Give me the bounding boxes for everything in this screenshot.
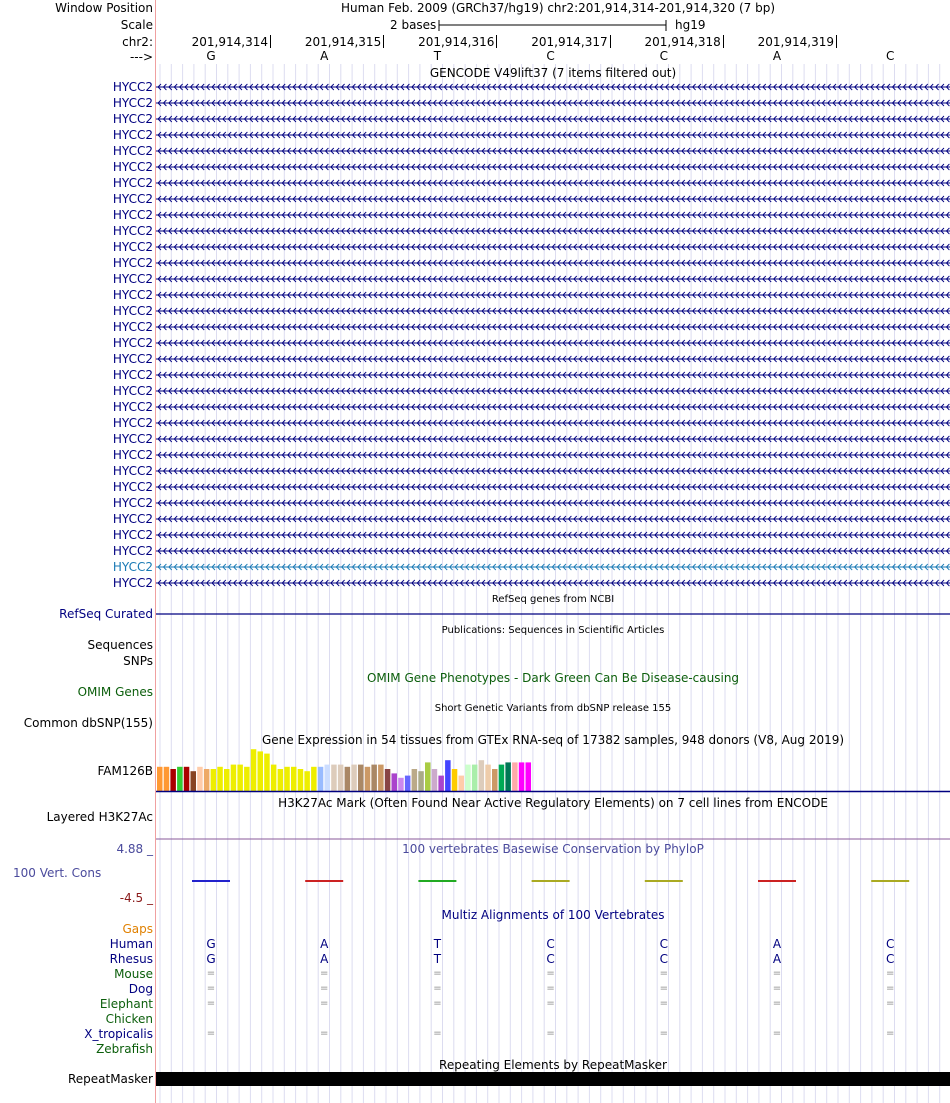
- phylop-label[interactable]: 100 Vert. Cons: [13, 866, 102, 880]
- repeatmasker-element-bar[interactable]: [156, 1072, 950, 1086]
- multiz-aligned-base: T: [433, 952, 442, 966]
- gtex-tissue-bar: [231, 765, 237, 791]
- multiz-aligned-base: G: [206, 952, 216, 966]
- gencode-gene-label[interactable]: HYCC2: [112, 480, 153, 494]
- gencode-gene-label[interactable]: HYCC2: [112, 528, 153, 542]
- gtex-tissue-bar: [351, 765, 357, 791]
- gtex-tissue-bar: [505, 762, 511, 791]
- gtex-expression-bars[interactable]: [156, 747, 950, 793]
- base-letter: A: [772, 49, 782, 63]
- base-letter: G: [206, 49, 216, 63]
- publications-track-title[interactable]: Publications: Sequences in Scientific Articles: [441, 625, 665, 636]
- base-letter: C: [885, 49, 895, 63]
- scale-bar: [438, 17, 668, 33]
- assembly-position-text: Human Feb. 2009 (GRCh37/hg19) chr2:201,914,314-201,914,320 (7 bp): [341, 1, 776, 15]
- multiz-aligned-base: A: [320, 937, 329, 951]
- scale-db: hg19: [675, 18, 706, 32]
- omim-label[interactable]: OMIM Genes: [77, 685, 153, 699]
- gtex-tissue-bar: [237, 765, 243, 791]
- gencode-gene-label[interactable]: HYCC2: [112, 96, 153, 110]
- gtex-tissue-bar: [432, 769, 438, 791]
- phylop-track-title[interactable]: 100 vertebrates Basewise Conservation by PhyloP: [402, 842, 704, 856]
- multiz-aligned-base: =: [433, 1028, 442, 1039]
- h3k27ac-label[interactable]: Layered H3K27Ac: [46, 810, 153, 824]
- ruler-position-label: 201,914,317: [531, 35, 608, 49]
- scale-label: Scale: [120, 18, 153, 32]
- repeatmasker-track-title[interactable]: Repeating Elements by RepeatMasker: [439, 1058, 667, 1072]
- gtex-tissue-bar: [526, 762, 532, 791]
- base-letter: A: [320, 49, 329, 63]
- gtex-tissue-bar: [264, 754, 270, 791]
- multiz-aligned-base: =: [546, 968, 555, 979]
- phylop-conservation-marks[interactable]: [156, 875, 950, 887]
- gencode-gene-label[interactable]: HYCC2: [112, 128, 153, 142]
- multiz-aligned-base: C: [885, 952, 895, 966]
- multiz-aligned-base: =: [206, 983, 216, 994]
- gtex-tissue-bar: [459, 776, 465, 791]
- multiz-aligned-base: =: [546, 998, 555, 1009]
- multiz-aligned-base: C: [659, 937, 668, 951]
- strand-label: --->: [129, 50, 153, 64]
- gtex-tissue-bar: [412, 769, 418, 791]
- multiz-aligned-base: =: [319, 998, 329, 1009]
- gtex-tissue-bar: [479, 760, 485, 791]
- multiz-aligned-base: T: [433, 937, 442, 951]
- multiz-aligned-base: C: [546, 937, 555, 951]
- gencode-gene-label[interactable]: HYCC2: [112, 160, 153, 174]
- multiz-aligned-base: =: [772, 968, 782, 979]
- gtex-tissue-bar: [197, 767, 203, 791]
- dbsnp-track-title[interactable]: Short Genetic Variants from dbSNP release 155: [434, 703, 672, 714]
- gtex-tissue-bar: [405, 776, 411, 791]
- gtex-tissue-bar: [177, 767, 183, 791]
- gencode-gene-label[interactable]: HYCC2: [112, 560, 153, 574]
- gtex-tissue-bar: [378, 765, 384, 791]
- gtex-tissue-bar: [304, 771, 310, 791]
- window-position-label: Window Position: [55, 1, 153, 15]
- gtex-tissue-bar: [485, 765, 491, 791]
- gtex-tissue-bar: [298, 769, 304, 791]
- ruler-tick: [610, 35, 611, 48]
- gencode-gene-label[interactable]: HYCC2: [112, 80, 153, 94]
- gtex-tissue-bar: [311, 767, 317, 791]
- gtex-tissue-bar: [472, 765, 478, 791]
- base-letter: T: [433, 49, 442, 63]
- gtex-tissue-bar: [438, 776, 444, 791]
- gtex-tissue-bar: [365, 767, 371, 791]
- gencode-gene-label[interactable]: HYCC2: [112, 496, 153, 510]
- multiz-aligned-base: =: [885, 998, 895, 1009]
- multiz-aligned-base: =: [319, 983, 329, 994]
- gtex-tissue-bar: [217, 767, 223, 791]
- gtex-tissue-bar: [425, 762, 431, 791]
- gtex-tissue-bar: [325, 765, 331, 791]
- gtex-tissue-bar: [251, 749, 256, 791]
- omim-track-title[interactable]: OMIM Gene Phenotypes - Dark Green Can Be Disease-causing: [366, 671, 740, 685]
- multiz-gaps-label[interactable]: Gaps: [122, 922, 153, 936]
- gtex-tissue-bar: [204, 769, 210, 791]
- base-letter: C: [659, 49, 668, 63]
- gencode-gene-label[interactable]: HYCC2: [112, 544, 153, 558]
- multiz-species-label[interactable]: Chicken: [105, 1012, 153, 1026]
- ruler-tick: [723, 35, 724, 48]
- gtex-tissue-bar: [452, 769, 458, 791]
- refseq-gene-line[interactable]: [156, 613, 950, 616]
- gtex-tissue-bar: [338, 765, 344, 791]
- gtex-tissue-bar: [211, 769, 217, 791]
- multiz-species-label[interactable]: Elephant: [99, 997, 153, 1011]
- multiz-species-label[interactable]: Dog: [128, 982, 153, 996]
- multiz-aligned-base: C: [659, 952, 668, 966]
- multiz-aligned-base: =: [206, 1028, 216, 1039]
- gtex-gene-label[interactable]: FAM126B: [97, 764, 153, 778]
- phylop-ymax: 4.88 _: [116, 842, 153, 856]
- multiz-species-label[interactable]: Zebrafish: [96, 1042, 153, 1056]
- ruler-tick: [383, 35, 384, 48]
- gtex-tissue-bar: [371, 765, 377, 791]
- gtex-tissue-bar: [519, 762, 525, 791]
- gtex-tissue-bar: [224, 769, 230, 791]
- multiz-aligned-base: =: [659, 983, 668, 994]
- gtex-tissue-bar: [291, 767, 297, 791]
- multiz-aligned-base: =: [546, 983, 555, 994]
- gtex-tissue-bar: [345, 767, 351, 791]
- gencode-gene-label[interactable]: HYCC2: [112, 336, 153, 350]
- multiz-aligned-base: =: [885, 983, 895, 994]
- gencode-gene-label[interactable]: HYCC2: [112, 288, 153, 302]
- scale-text: 2 bases: [390, 18, 437, 32]
- multiz-species-label[interactable]: Rhesus: [109, 952, 153, 966]
- gencode-gene-label[interactable]: HYCC2: [112, 576, 153, 590]
- ruler-tick: [836, 35, 837, 48]
- multiz-aligned-base: =: [433, 968, 442, 979]
- multiz-aligned-base: C: [546, 952, 555, 966]
- gencode-gene-label[interactable]: HYCC2: [112, 512, 153, 526]
- gtex-tissue-bar: [331, 765, 337, 791]
- gencode-track-title[interactable]: GENCODE V49lift37 (7 items filtered out): [429, 66, 677, 80]
- gtex-tissue-bar: [499, 765, 505, 791]
- multiz-aligned-base: C: [885, 937, 895, 951]
- multiz-species-label[interactable]: Mouse: [114, 967, 153, 981]
- gtex-tissue-bar: [398, 778, 404, 791]
- multiz-aligned-base: A: [772, 952, 782, 966]
- multiz-aligned-base: =: [206, 998, 216, 1009]
- gencode-gene-label[interactable]: HYCC2: [112, 192, 153, 206]
- gtex-tissue-bar: [465, 765, 471, 791]
- publications-snps-label[interactable]: SNPs: [123, 654, 153, 668]
- gencode-gene-label[interactable]: HYCC2: [112, 272, 153, 286]
- multiz-aligned-base: =: [659, 998, 668, 1009]
- ruler-position-label: 201,914,315: [304, 35, 382, 49]
- multiz-aligned-base: A: [772, 937, 782, 951]
- gencode-gene-label[interactable]: HYCC2: [112, 464, 153, 478]
- gtex-tissue-bar: [157, 767, 163, 791]
- gencode-gene-label[interactable]: HYCC2: [112, 432, 153, 446]
- gencode-gene-label[interactable]: HYCC2: [112, 368, 153, 382]
- gtex-tissue-bar: [385, 769, 391, 791]
- gencode-gene-label[interactable]: HYCC2: [112, 320, 153, 334]
- gencode-gene-label[interactable]: HYCC2: [112, 176, 153, 190]
- gtex-tissue-bar: [418, 771, 424, 791]
- gtex-tissue-bar: [191, 771, 197, 791]
- phylop-ymin: -4.5 _: [119, 891, 153, 905]
- gtex-tissue-bar: [284, 767, 290, 791]
- gtex-tissue-bar: [278, 769, 284, 791]
- gtex-tissue-bar: [318, 767, 324, 791]
- gencode-gene-lines[interactable]: [156, 80, 950, 592]
- multiz-aligned-base: =: [546, 1028, 555, 1039]
- multiz-aligned-base: =: [319, 1028, 329, 1039]
- ruler-position-label: 201,914,318: [644, 35, 721, 49]
- multiz-aligned-base: =: [772, 983, 782, 994]
- ruler-position-label: 201,914,316: [418, 35, 495, 49]
- gtex-tissue-bar: [184, 767, 190, 791]
- gtex-tissue-bar: [512, 762, 518, 791]
- gencode-gene-label[interactable]: HYCC2: [112, 400, 153, 414]
- gencode-gene-label[interactable]: HYCC2: [112, 448, 153, 462]
- gencode-gene-label[interactable]: HYCC2: [112, 144, 153, 158]
- ruler-position-label: 201,914,319: [757, 35, 834, 49]
- gencode-gene-label[interactable]: HYCC2: [112, 384, 153, 398]
- ruler-position-label: 201,914,314: [191, 35, 268, 49]
- multiz-species-label[interactable]: X_tropicalis: [84, 1027, 153, 1041]
- gencode-gene-label[interactable]: HYCC2: [112, 112, 153, 126]
- multiz-aligned-base: =: [206, 968, 216, 979]
- ruler-tick: [496, 35, 497, 48]
- multiz-aligned-base: A: [320, 952, 329, 966]
- gtex-tissue-bar: [492, 769, 498, 791]
- gtex-tissue-bar: [258, 751, 264, 791]
- gtex-tissue-bar: [358, 765, 364, 791]
- repeatmasker-label[interactable]: RepeatMasker: [67, 1072, 153, 1086]
- multiz-track-title[interactable]: Multiz Alignments of 100 Vertebrates: [441, 908, 665, 922]
- gencode-gene-label[interactable]: HYCC2: [112, 304, 153, 318]
- gencode-gene-label[interactable]: HYCC2: [112, 416, 153, 430]
- h3k27ac-baseline: [156, 838, 950, 840]
- gtex-tissue-bar: [164, 767, 170, 791]
- multiz-aligned-base: =: [659, 1028, 668, 1039]
- chrom-label: chr2:: [122, 35, 153, 49]
- gtex-tissue-bar: [170, 769, 176, 791]
- gtex-tissue-bar: [271, 765, 277, 791]
- gtex-track-title[interactable]: Gene Expression in 54 tissues from GTEx RNA-seq of 17382 samples, 948 donors (V8, Aug 2019): [261, 733, 845, 747]
- gencode-gene-label[interactable]: HYCC2: [112, 256, 153, 270]
- gencode-gene-label[interactable]: HYCC2: [112, 240, 153, 254]
- multiz-aligned-base: =: [772, 1028, 782, 1039]
- gtex-tissue-bar: [244, 767, 250, 791]
- h3k27ac-track-title[interactable]: H3K27Ac Mark (Often Found Near Active Regulatory Elements) on 7 cell lines from ENCODE: [278, 796, 828, 810]
- gtex-tissue-bar: [392, 773, 398, 791]
- multiz-aligned-base: G: [206, 937, 216, 951]
- gencode-gene-label[interactable]: HYCC2: [112, 208, 153, 222]
- base-letter: C: [546, 49, 555, 63]
- gencode-gene-label[interactable]: HYCC2: [112, 352, 153, 366]
- multiz-aligned-base: =: [885, 968, 895, 979]
- multiz-species-label[interactable]: Human: [109, 937, 153, 951]
- multiz-aligned-base: =: [885, 1028, 895, 1039]
- ruler-tick: [270, 35, 271, 48]
- dbsnp-label[interactable]: Common dbSNP(155): [23, 716, 153, 730]
- multiz-aligned-base: =: [659, 968, 668, 979]
- multiz-aligned-base: =: [772, 998, 782, 1009]
- gtex-tissue-bar: [445, 760, 451, 791]
- multiz-aligned-base: =: [433, 983, 442, 994]
- multiz-aligned-base: =: [319, 968, 329, 979]
- publications-sequences-label[interactable]: Sequences: [87, 638, 153, 652]
- gencode-gene-label[interactable]: HYCC2: [112, 224, 153, 238]
- multiz-aligned-base: =: [433, 998, 442, 1009]
- refseq-track-title[interactable]: RefSeq genes from NCBI: [491, 594, 615, 605]
- refseq-label[interactable]: RefSeq Curated: [59, 607, 153, 621]
